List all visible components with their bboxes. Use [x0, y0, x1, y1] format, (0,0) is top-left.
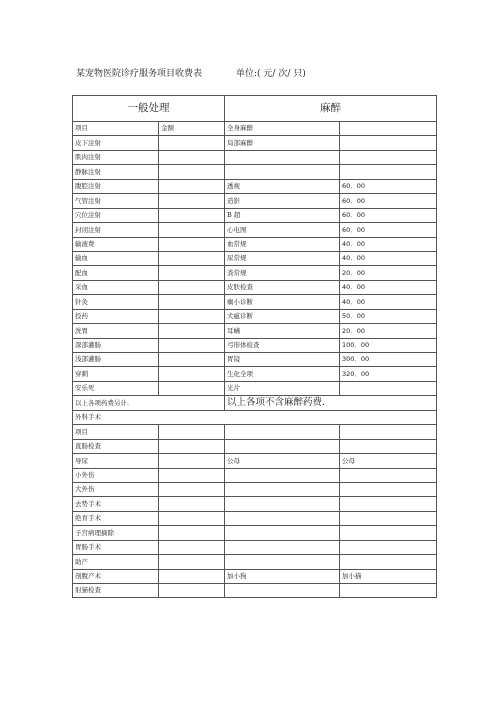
item-cell: 犬瘟诊断: [225, 309, 340, 323]
table-row: [73, 237, 437, 251]
price-cell: 50．00: [340, 309, 437, 323]
item-cell: [225, 511, 340, 525]
item-cell: [225, 468, 340, 482]
table-header-row: [73, 96, 437, 122]
item-cell: 浅部灌肠: [73, 353, 159, 367]
item-cell: 剖腹产术: [73, 569, 159, 583]
notes-row: [73, 396, 437, 410]
amount-cell: [159, 136, 225, 150]
item-cell: 气管注射: [73, 194, 159, 208]
table-row: [73, 208, 437, 222]
price-cell: [340, 122, 437, 136]
price-cell: [340, 468, 437, 482]
section-row: [73, 410, 437, 424]
note-anesthesia-fee: 以上各项不含麻醉药费．: [225, 396, 437, 410]
item-cell: 子宫病理摘除: [73, 526, 159, 540]
table-row: [73, 165, 437, 179]
item-cell: [225, 165, 340, 179]
table-row: [73, 136, 437, 150]
item-cell: 绝育手术: [73, 511, 159, 525]
table-row: [73, 381, 437, 395]
table-row: [73, 251, 437, 265]
table-row: [73, 367, 437, 381]
table-row: [73, 584, 437, 598]
price-cell: [340, 425, 437, 439]
item-cell: 肌肉注射: [73, 150, 159, 164]
amount-cell: [159, 179, 225, 193]
table-row: [73, 555, 437, 569]
page-title: [76, 66, 306, 79]
price-cell: 40．00: [340, 295, 437, 309]
item-cell: 穴位注射: [73, 208, 159, 222]
item-cell: 瘸小诊断: [225, 295, 340, 309]
price-cell: [340, 540, 437, 554]
item-cell: 血常规: [225, 237, 340, 251]
item-cell: 射猫检查: [73, 584, 159, 598]
price-cell: 20．00: [340, 266, 437, 280]
table-row: [73, 194, 437, 208]
amount-cell: [159, 468, 225, 482]
price-cell: [340, 526, 437, 540]
item-cell: [225, 150, 340, 164]
price-cell: [340, 584, 437, 598]
item-cell: [225, 425, 340, 439]
table-row: [73, 122, 437, 136]
item-cell: 封闭注射: [73, 223, 159, 237]
item-cell: 透视: [225, 179, 340, 193]
item-cell: 穿刺: [73, 367, 159, 381]
item-cell: [225, 526, 340, 540]
table-row: [73, 150, 437, 164]
item-cell: 输液费: [73, 237, 159, 251]
item-cell: 大外伤: [73, 482, 159, 496]
table-row: [73, 511, 437, 525]
table-row: [73, 353, 437, 367]
table-row: [73, 179, 437, 193]
amount-cell: [159, 381, 225, 395]
table-row: [73, 439, 437, 453]
amount-cell: 金额: [159, 122, 225, 136]
item-cell: 尿常规: [225, 251, 340, 265]
price-cell: 60．00: [340, 208, 437, 222]
item-cell: 洗胃: [73, 324, 159, 338]
table-row: [73, 266, 437, 280]
item-cell: [225, 497, 340, 511]
amount-cell: [159, 237, 225, 251]
table-row: [73, 223, 437, 237]
item-cell: 全身麻醉: [225, 122, 340, 136]
price-cell: 40．00: [340, 280, 437, 294]
table-row: [73, 280, 437, 294]
price-cell: 60．00: [340, 223, 437, 237]
item-cell: 安乐死: [73, 381, 159, 395]
amount-cell: [159, 266, 225, 280]
item-cell: 胃肠手术: [73, 540, 159, 554]
price-cell: [340, 555, 437, 569]
amount-cell: [159, 454, 225, 468]
price-cell: [340, 497, 437, 511]
item-cell: 深部灌肠: [73, 338, 159, 352]
amount-cell: [159, 324, 225, 338]
item-cell: 生化全项: [225, 367, 340, 381]
amount-cell: [159, 208, 225, 222]
amount-cell: [159, 223, 225, 237]
table-row: [73, 526, 437, 540]
item-cell: 导尿: [73, 454, 159, 468]
header-general: 一般处理: [73, 96, 225, 122]
item-cell: [225, 584, 340, 598]
item-cell: 静脉注射: [73, 165, 159, 179]
price-cell: [340, 381, 437, 395]
amount-cell: [159, 280, 225, 294]
item-cell: 直肠检查: [73, 439, 159, 453]
price-cell: 公母: [340, 454, 437, 468]
price-cell: [340, 165, 437, 179]
item-cell: 局部麻醉: [225, 136, 340, 150]
amount-cell: [159, 540, 225, 554]
item-cell: 配血: [73, 266, 159, 280]
fee-table: [72, 95, 437, 598]
unit-label: 单位:( 元/ 次/ 只): [236, 69, 306, 79]
item-cell: 采血: [73, 280, 159, 294]
item-cell: 粪常规: [225, 266, 340, 280]
price-cell: 320．00: [340, 367, 437, 381]
amount-cell: [159, 569, 225, 583]
price-cell: 300．00: [340, 353, 437, 367]
item-cell: 助产: [73, 555, 159, 569]
table-row: [73, 295, 437, 309]
amount-cell: [159, 194, 225, 208]
table-row: [73, 338, 437, 352]
item-cell: B 超: [225, 208, 340, 222]
price-cell: [340, 511, 437, 525]
item-cell: 小外伤: [73, 468, 159, 482]
table-row: [73, 497, 437, 511]
item-cell: 公母: [225, 454, 340, 468]
price-cell: [340, 150, 437, 164]
amount-cell: [159, 584, 225, 598]
item-cell: [225, 555, 340, 569]
price-cell: [340, 482, 437, 496]
item-cell: 输血: [73, 251, 159, 265]
amount-cell: [159, 482, 225, 496]
header-anesthesia: 麻醉: [225, 96, 437, 122]
item-cell: 弓形体检查: [225, 338, 340, 352]
amount-cell: [159, 165, 225, 179]
table-row: [73, 569, 437, 583]
amount-cell: [159, 353, 225, 367]
amount-cell: [159, 511, 225, 525]
amount-cell: [159, 497, 225, 511]
item-cell: 针灸: [73, 295, 159, 309]
table-row: [73, 540, 437, 554]
amount-cell: [159, 439, 225, 453]
amount-cell: [159, 251, 225, 265]
item-cell: [225, 439, 340, 453]
section-heading-surgery: 外科手术: [73, 410, 437, 424]
item-cell: 皮下注射: [73, 136, 159, 150]
price-cell: 40．00: [340, 237, 437, 251]
price-cell: 40．00: [340, 251, 437, 265]
item-cell: 投药: [73, 309, 159, 323]
item-cell: 胃镜: [225, 353, 340, 367]
table-row: [73, 425, 437, 439]
item-cell: 项目: [73, 122, 159, 136]
price-cell: 60．00: [340, 194, 437, 208]
amount-cell: [159, 367, 225, 381]
item-cell: 项目: [73, 425, 159, 439]
item-cell: 去势手术: [73, 497, 159, 511]
note-drug-fee: 以上各项药费另计．: [73, 396, 225, 410]
item-cell: 加小狗: [225, 569, 340, 583]
amount-cell: [159, 150, 225, 164]
amount-cell: [159, 555, 225, 569]
item-cell: [225, 540, 340, 554]
price-cell: [340, 136, 437, 150]
amount-cell: [159, 309, 225, 323]
item-cell: 耳螨: [225, 324, 340, 338]
price-cell: 加小猫: [340, 569, 437, 583]
item-cell: 腹腔注射: [73, 179, 159, 193]
table-row: [73, 482, 437, 496]
amount-cell: [159, 338, 225, 352]
item-cell: 心电图: [225, 223, 340, 237]
item-cell: 光片: [225, 381, 340, 395]
amount-cell: [159, 425, 225, 439]
item-cell: 皮肤检查: [225, 280, 340, 294]
amount-cell: [159, 526, 225, 540]
table-row: [73, 454, 437, 468]
price-cell: 60．00: [340, 179, 437, 193]
title-text: 某宠物医院诊疗服务项目收费表: [76, 69, 203, 79]
price-cell: [340, 439, 437, 453]
table-row: [73, 468, 437, 482]
table-row: [73, 324, 437, 338]
price-cell: 100．00: [340, 338, 437, 352]
price-cell: 20．00: [340, 324, 437, 338]
table-row: [73, 309, 437, 323]
item-cell: [225, 482, 340, 496]
amount-cell: [159, 295, 225, 309]
item-cell: 造影: [225, 194, 340, 208]
